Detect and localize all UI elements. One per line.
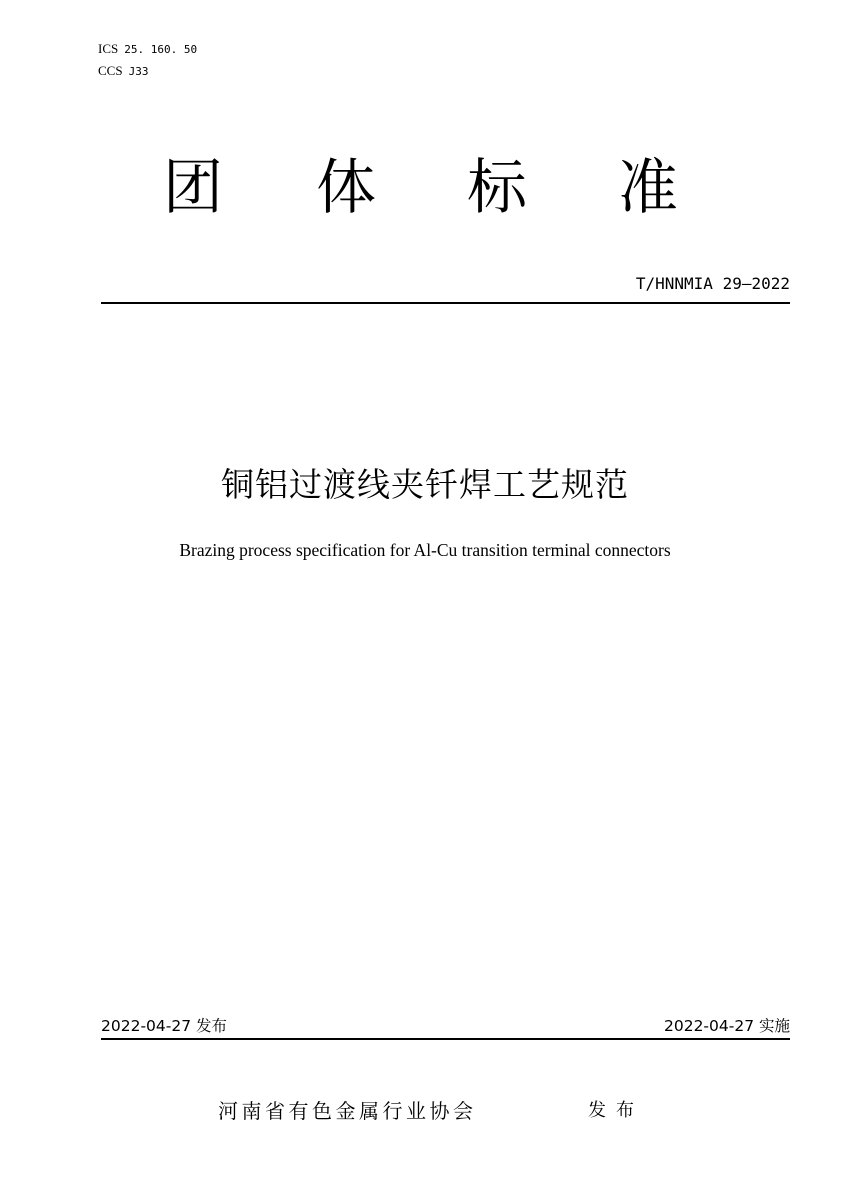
standard-number: T/HNNMIA 29—2022	[635, 274, 790, 293]
heading-char-1: 团	[163, 153, 223, 223]
document-title: 铜铝过渡线夹钎焊工艺规范	[221, 465, 629, 504]
publish-date: 2022-04-27 发布	[101, 1017, 228, 1035]
implement-date: 2022-04-27 实施	[663, 1017, 790, 1035]
ccs-label: CCS	[98, 63, 123, 78]
ics-line	[98, 41, 197, 58]
footer-divider	[101, 1038, 790, 1040]
publisher-name: 河南省有色金属行业协会	[218, 1099, 477, 1123]
document-subtitle-en: Brazing process specification for Al-Cu transition terminal connectors	[179, 540, 671, 560]
publish-label: 发布	[588, 1100, 644, 1121]
heading-char-2: 体	[316, 153, 376, 223]
heading-char-4: 准	[618, 153, 678, 223]
ics-label: ICS	[98, 41, 119, 56]
ccs-value: J33	[128, 65, 149, 78]
ics-value: 25. 160. 50	[124, 43, 198, 56]
ccs-line	[98, 63, 148, 80]
heading-char-3: 标	[467, 153, 527, 223]
standard-type-heading	[0, 148, 850, 228]
header-divider	[101, 302, 790, 304]
